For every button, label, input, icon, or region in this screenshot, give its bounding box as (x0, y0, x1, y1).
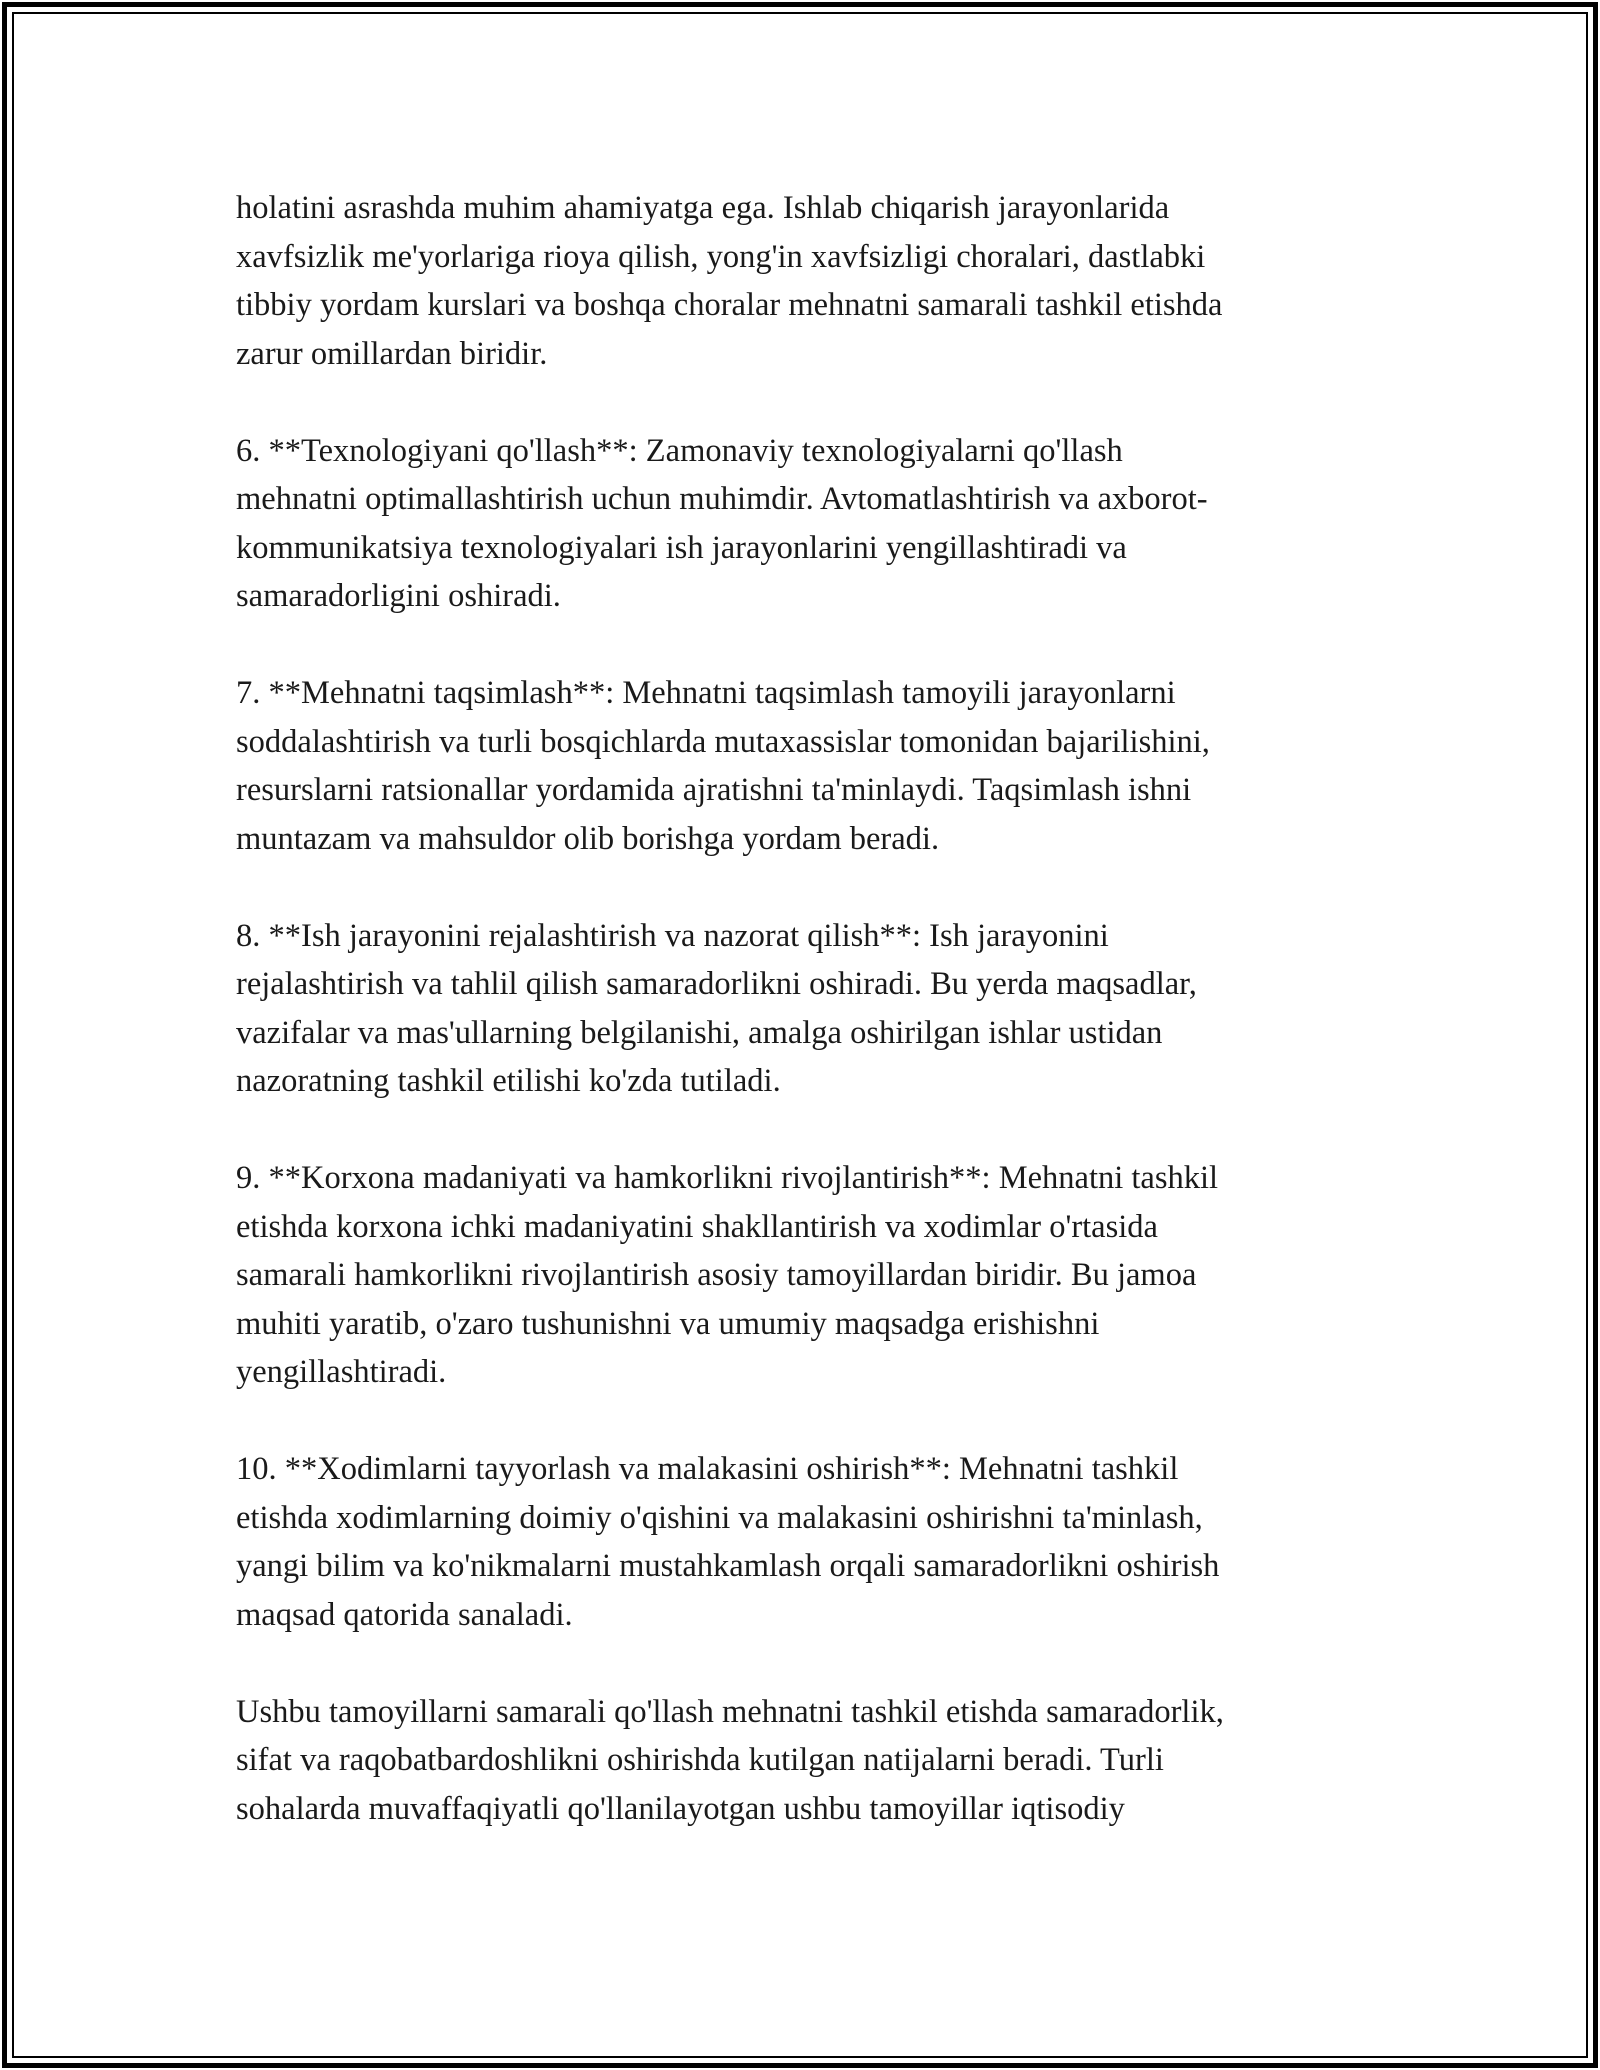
paragraph-safety-continuation (236, 184, 1366, 378)
paragraph-conclusion (236, 1688, 1366, 1834)
paragraph-item-7 (236, 669, 1366, 863)
text-line: soddalashtirish va turli bosqichlarda mutaxassislar tomonidan bajarilishini, (236, 723, 1210, 760)
text-line: muhiti yaratib, o'zaro tushunishni va umumiy maqsadga erishishni (236, 1305, 1100, 1342)
text-line: 10. **Xodimlarni tayyorlash va malakasini oshirish**: Mehnatni tashkil (236, 1451, 1179, 1487)
text-line: holatini asrashda muhim ahamiyatga ega. Ishlab chiqarish jarayonlarida (236, 190, 1170, 226)
text-line: nazoratning tashkil etilishi ko'zda tutiladi. (236, 1063, 781, 1099)
text-line: samarali hamkorlikni rivojlantirish asosiy tamoyillardan biridir. Bu jamoa (236, 1257, 1197, 1293)
text-line: sohalarda muvaffaqiyatli qo'llanilayotgan ushbu tamoyillar iqtisodiy (236, 1790, 1125, 1827)
text-line: yengillashtiradi. (236, 1354, 447, 1390)
text-line: xavfsizlik me'yorlariga rioya qilish, yong'in xavfsizligi choralari, dastlabki (236, 238, 1206, 275)
text-line: resurslarni ratsionallar yordamida ajratishni ta'minlaydi. Taqsimlash ishni (236, 772, 1192, 808)
text-line: 6. **Texnologiyani qo'llash**: Zamonaviy texnologiyalarni qo'llash (236, 432, 1123, 469)
text-line: kommunikatsiya texnologiyalari ish jarayonlarini yengillashtiradi va (236, 529, 1127, 566)
text-line: 9. **Korxona madaniyati va hamkorlikni rivojlantirish**: Mehnatni tashkil (236, 1160, 1219, 1196)
text-line: muntazam va mahsuldor olib borishga yordam beradi. (236, 820, 940, 857)
text-line: rejalashtirish va tahlil qilish samaradorlikni oshiradi. Bu yerda maqsadlar, (236, 966, 1197, 1002)
text-line: vazifalar va mas'ullarning belgilanishi, amalga oshirilgan ishlar ustidan (236, 1014, 1163, 1051)
text-line: maqsad qatorida sanaladi. (236, 1596, 573, 1633)
text-line: mehnatni optimallashtirish uchun muhimdir. Avtomatlashtirish va axborot- (236, 481, 1208, 517)
text-line: etishda xodimlarning doimiy o'qishini va malakasini oshirishni ta'minlash, (236, 1499, 1203, 1536)
text-line: tibbiy yordam kurslari va boshqa choralar mehnatni samarali tashkil etishda (236, 287, 1223, 323)
text-line: yangi bilim va ko'nikmalarni mustahkamlash orqali samaradorlikni oshirish (236, 1548, 1220, 1584)
text-line: zarur omillardan biridir. (236, 335, 548, 372)
text-line: samaradorligini oshiradi. (236, 578, 561, 614)
text-line: etishda korxona ichki madaniyatini shakllantirish va xodimlar o'rtasida (236, 1208, 1158, 1245)
paragraph-item-6 (236, 427, 1366, 621)
text-line: Ushbu tamoyillarni samarali qo'llash mehnatni tashkil etishda samaradorlik, (236, 1693, 1224, 1730)
text-line: sifat va raqobatbardoshlikni oshirishda kutilgan natijalarni beradi. Turli (236, 1742, 1164, 1778)
paragraph-item-9 (236, 1154, 1366, 1397)
paragraph-item-8 (236, 912, 1366, 1106)
paragraph-item-10 (236, 1445, 1366, 1639)
document-body (236, 184, 1366, 1833)
text-line: 8. **Ish jarayonini rejalashtirish va nazorat qilish**: Ish jarayonini (236, 917, 1109, 954)
text-line: 7. **Mehnatni taqsimlash**: Mehnatni taqsimlash tamoyili jarayonlarni (236, 675, 1176, 711)
